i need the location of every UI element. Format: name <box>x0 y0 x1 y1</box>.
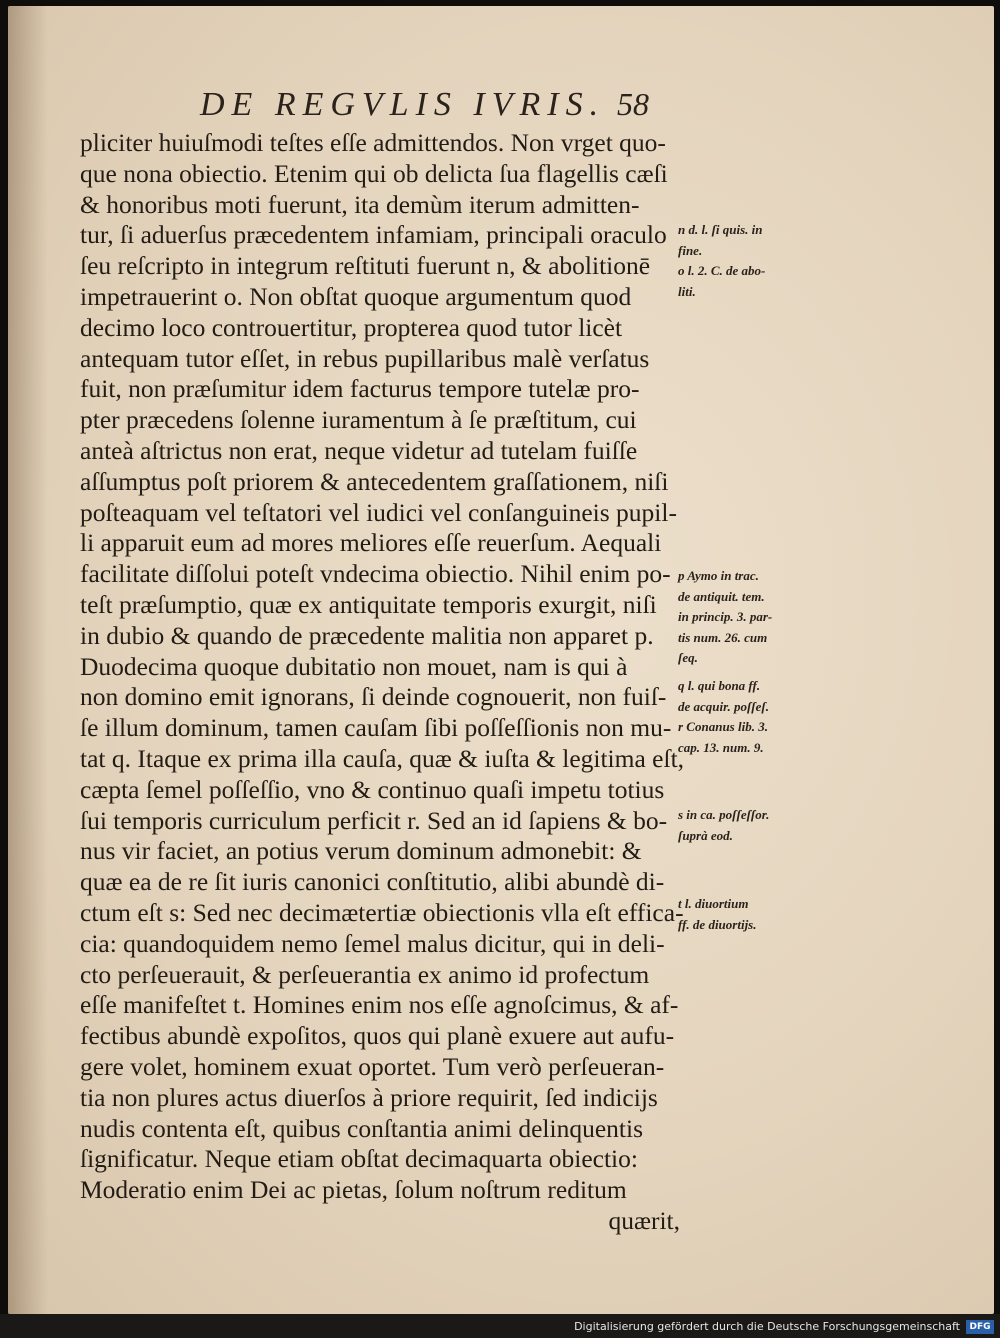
text-line: que nona obiectio. Etenim qui ob delicta ſua flagellis cæſi <box>80 158 668 188</box>
margin-note-line: r Conanus lib. 3. <box>678 719 768 734</box>
text-line: & honoribus moti fuerunt, ita demùm iterum admitten- <box>80 189 640 219</box>
text-line: nudis contenta eſt, quibus conſtantia animi delinquentis <box>80 1113 644 1143</box>
catchword: quærit, <box>608 1205 680 1235</box>
text-line: tur, ſi aduerſus præcedentem infamiam, principali oraculo <box>80 220 667 250</box>
text-line: decimo loco controuertitur, propterea quod tutor licèt <box>80 312 623 342</box>
margin-note-line: n d. l. ſi quis. in <box>678 222 763 237</box>
body-text <box>80 128 685 1237</box>
text-line: li apparuit eum ad mores meliores eſſe reuerſum. Aequali <box>80 528 662 558</box>
margin-note-line: tis num. 26. cum <box>678 629 768 645</box>
text-line: in dubio & quando de præcedente malitia non apparet p. <box>80 620 654 650</box>
text-line: fuit, non præſumitur idem facturus tempore tutelæ pro- <box>80 374 640 404</box>
text-line: ſignificatur. Neque etiam obſtat decimaquarta obiectio: <box>80 1144 638 1174</box>
text-line: tia non plures actus diuerſos à priore requirit, ſed indicijs <box>80 1082 658 1112</box>
text-line: pter præcedens ſolenne iuramentum à ſe præſtitum, cui <box>80 405 637 435</box>
text-line: facilitate diſſolui poteſt vndecima obiectio. Nihil enim po- <box>80 559 671 589</box>
text-line: ſeu reſcripto in integrum reſtituti fuerunt n, & abolitionē <box>80 251 651 281</box>
margin-note <box>678 894 757 935</box>
dfg-logo: DFG <box>966 1320 994 1334</box>
margin-note-line: fine. <box>678 242 703 258</box>
margin-note-line: cap. 13. num. 9. <box>678 739 764 755</box>
text-line: poſteaquam vel teſtatori vel iudici vel conſanguineis pupil- <box>80 497 677 527</box>
margin-note-line: de antiquit. tem. <box>678 588 765 604</box>
margin-note-line: p Aymo in trac. <box>678 568 759 583</box>
gutter-shadow <box>8 6 48 1314</box>
margin-note-line: s in ca. poſſeſſor. <box>678 807 770 822</box>
text-line: quæ ea de re ſit iuris canonici conſtitutio, alibi abundè di- <box>80 867 665 897</box>
margin-note <box>678 805 769 846</box>
text-line: ſui temporis curriculum perficit r. Sed an id ſapiens & bo- <box>80 805 668 835</box>
running-head: DE REGVLIS IVRIS. <box>200 86 606 123</box>
margin-note-line: q l. qui bona ff. <box>678 678 761 693</box>
page-number: 58 <box>617 86 649 122</box>
text-line: cto perſeuerauit, & perſeuerantia ex animo id profectum <box>80 959 650 989</box>
footer-bar <box>0 1314 1000 1338</box>
text-line: Moderatio enim Dei ac pietas, ſolum noſtrum reditum <box>80 1175 627 1205</box>
text-line: aſſumptus poſt priorem & antecedentem graſſationem, niſi <box>80 466 669 496</box>
funding-notice: Digitalisierung gefördert durch die Deutsche Forschungsgemeinschaft <box>574 1320 960 1333</box>
text-line: cia: quandoquidem nemo ſemel malus dicitur, qui in deli- <box>80 928 665 958</box>
margin-note-line: ff. de diuortijs. <box>678 916 757 932</box>
text-line: non domino emit ignorans, ſi deinde cognouerit, non fuiſ- <box>80 682 667 712</box>
margin-note <box>678 676 769 758</box>
text-line: cæpta ſemel poſſeſſio, vno & continuo quaſi impetu totius <box>80 774 665 804</box>
text-line: ſe illum dominum, tamen cauſam ſibi poſſeſſionis non mu- <box>80 713 672 743</box>
text-line: teſt præſumptio, quæ ex antiquitate temporis exurgit, niſi <box>80 589 657 619</box>
text-line: antequam tutor eſſet, in rebus pupillaribus malè verſatus <box>80 343 650 373</box>
text-line: Duodecima quoque dubitatio non mouet, nam is qui à <box>80 651 628 681</box>
margin-note-line: o l. 2. C. de abo- <box>678 263 766 278</box>
text-line: tat q. Itaque ex prima illa cauſa, quæ & iuſta & legitima eſt, <box>80 743 685 773</box>
margin-note-line: de acquir. poſſeſ. <box>678 698 769 714</box>
text-line: ctum eſt s: Sed nec decimætertiæ obiectionis vlla eſt effica- <box>80 897 684 927</box>
text-line: fectibus abundè expoſitos, quos qui planè exuere aut aufu- <box>80 1021 675 1051</box>
margin-note <box>678 566 772 669</box>
text-line: pliciter huiuſmodi teſtes eſſe admittendos. Non vrget quo- <box>80 128 666 157</box>
text-line: anteà aſtrictus non erat, neque videtur ad tutelam fuiſſe <box>80 435 638 465</box>
margin-note-line: t l. diuortium <box>678 896 749 911</box>
text-line: eſſe manifeſtet t. Homines enim nos eſſe agnoſcimus, & af- <box>80 990 679 1020</box>
margin-note <box>678 220 765 302</box>
text-line: impetrauerint o. Non obſtat quoque argumentum quod <box>80 281 632 311</box>
text-line: gere volet, hominem exuat oportet. Tum verò perſeueran- <box>80 1051 665 1081</box>
margin-note-line: ſuprà eod. <box>678 827 733 843</box>
text-line: nus vir faciet, an potius verum dominum admonebit: & <box>80 836 642 866</box>
margin-note-line: ſeq. <box>678 650 698 665</box>
margin-note-line: in princip. 3. par- <box>678 609 773 624</box>
margin-note-line: liti. <box>678 283 696 299</box>
